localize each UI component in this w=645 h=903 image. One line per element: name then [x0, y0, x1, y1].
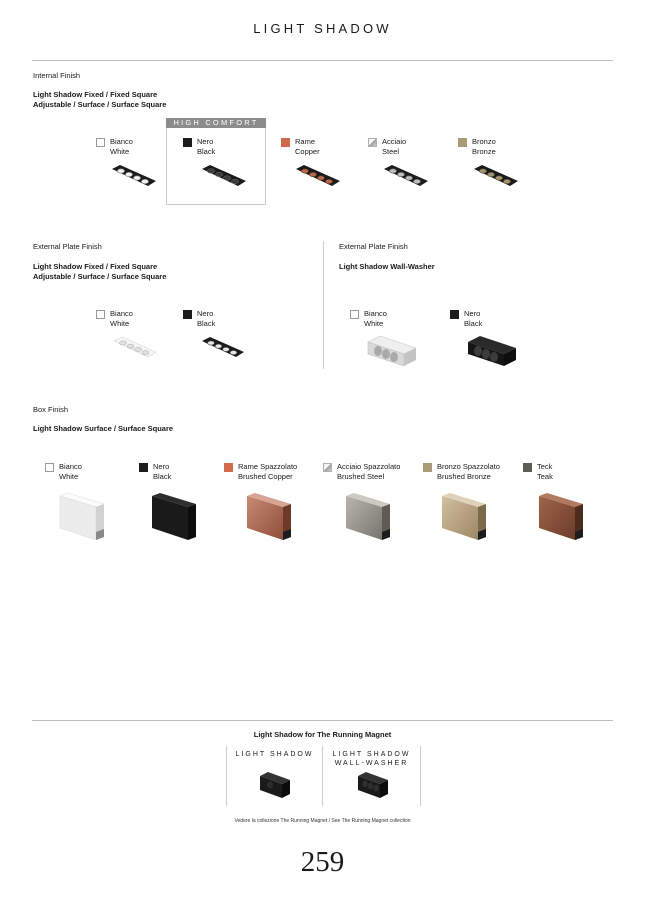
teak-swatch	[523, 463, 532, 472]
product-black-plate-image	[200, 335, 246, 359]
box-black-en: Black	[153, 471, 172, 481]
box-white-en: White	[59, 471, 79, 481]
bronze-swatch	[458, 138, 467, 147]
ext-left-finish-white	[96, 309, 133, 328]
ext-left-white-en: White	[110, 318, 130, 328]
ext-left-white-it: Bianco	[110, 309, 133, 318]
ext-right-finish-black	[450, 309, 482, 328]
box-teak-image	[537, 492, 585, 544]
box-steel-it: Acciaio Spazzolato	[337, 462, 401, 471]
white-swatch	[350, 310, 359, 319]
box-product-line1: Light Shadow Surface / Surface Square	[33, 424, 174, 433]
box-teak-en: Teak	[537, 471, 553, 481]
finish-bronze-en: Bronze	[472, 146, 496, 156]
magnet-collection-note: Vedere la collezione The Running Magnet / See The Running Magnet collection	[234, 818, 411, 824]
box-copper-it: Rame Spazzolato	[238, 462, 298, 471]
external-left-product-line1: Light Shadow Fixed / Fixed Square	[33, 262, 158, 271]
ext-left-black-it: Nero	[197, 309, 214, 318]
magnet-divider-right	[420, 746, 421, 806]
product-bronze-internal-image	[472, 163, 520, 189]
white-swatch	[96, 310, 105, 319]
product-white-internal-image	[110, 163, 158, 189]
internal-product-line2: Adjustable / Surface / Surface Square	[33, 99, 167, 109]
finish-steel	[368, 137, 406, 156]
finish-copper-en: Copper	[295, 146, 320, 156]
finish-bronze	[458, 137, 496, 156]
finish-steel-it: Acciaio	[382, 137, 407, 146]
finish-white-it: Bianco	[110, 137, 133, 146]
box-black-it: Nero	[153, 462, 170, 471]
magnet-wallwasher-image	[354, 770, 390, 802]
finish-white	[96, 137, 133, 156]
box-steel-en: Brushed Steel	[337, 471, 385, 481]
ext-right-black-it: Nero	[464, 309, 481, 318]
box-finish-label: Box Finish	[33, 405, 69, 414]
product-black-internal-image	[200, 163, 248, 189]
product-steel-internal-image	[382, 163, 430, 189]
ext-right-white-it: Bianco	[364, 309, 387, 318]
box-white-it: Bianco	[59, 462, 82, 471]
product-white-plate-image	[112, 335, 158, 359]
magnet-title: Light Shadow for The Running Magnet	[253, 730, 392, 739]
copper-swatch	[224, 463, 233, 472]
product-copper-internal-image	[294, 163, 342, 189]
box-steel-image	[344, 492, 392, 544]
external-right-product-line1: Light Shadow Wall-Washer	[339, 262, 435, 271]
finish-steel-en: Steel	[382, 146, 400, 156]
box-copper-image	[245, 492, 293, 544]
high-comfort-box	[166, 118, 266, 205]
finish-bronze-it: Bronzo	[472, 137, 496, 146]
internal-product-line1: Light Shadow Fixed / Fixed Square	[33, 90, 158, 99]
box-white-image	[58, 492, 106, 544]
ext-left-finish-black	[183, 309, 215, 328]
box-finish-copper	[224, 462, 297, 481]
black-swatch	[183, 310, 192, 319]
external-right-label: External Plate Finish	[339, 242, 408, 251]
steel-swatch	[368, 138, 377, 147]
box-bronze-en: Brushed Bronze	[437, 471, 491, 481]
ext-right-white-en: White	[364, 318, 384, 328]
white-swatch	[96, 138, 105, 147]
box-bronze-it: Bronzo Spazzolato	[437, 462, 500, 471]
external-left-product-line2: Adjustable / Surface / Surface Square	[33, 271, 167, 281]
finish-copper	[281, 137, 320, 156]
magnet-col1-label: LIGHT SHADOW	[235, 751, 314, 758]
box-teak-it: Teck	[537, 462, 553, 471]
copper-swatch	[281, 138, 290, 147]
box-finish-bronze	[423, 462, 500, 481]
ext-left-black-en: Black	[197, 318, 216, 328]
product-white-wallwasher-image	[366, 334, 418, 368]
box-finish-teak	[523, 462, 553, 481]
external-left-label: External Plate Finish	[33, 242, 102, 251]
box-copper-en: Brushed Copper	[238, 471, 293, 481]
finish-black-it: Nero	[197, 137, 214, 146]
black-swatch	[450, 310, 459, 319]
box-finish-white	[45, 462, 82, 481]
black-swatch	[183, 138, 192, 147]
magnet-col2-label-line2: WALL-WASHER	[334, 760, 409, 767]
page-number: 259	[300, 846, 345, 878]
external-divider	[323, 241, 324, 369]
magnet-light-shadow-image	[256, 770, 292, 802]
finish-copper-it: Rame	[295, 137, 316, 146]
high-comfort-badge: HIGH COMFORT	[166, 118, 266, 128]
bronze-swatch	[423, 463, 432, 472]
box-finish-steel	[323, 462, 400, 481]
ext-right-black-en: Black	[464, 318, 483, 328]
header-divider	[32, 60, 613, 61]
magnet-col2-label-line1: LIGHT SHADOW	[332, 751, 411, 758]
finish-black	[183, 137, 215, 156]
steel-swatch	[323, 463, 332, 472]
white-swatch	[45, 463, 54, 472]
finish-white-en: White	[110, 146, 130, 156]
page-title: LIGHT SHADOW	[253, 21, 392, 36]
ext-right-finish-white	[350, 309, 387, 328]
box-finish-black	[139, 462, 171, 481]
finish-black-en: Black	[197, 146, 216, 156]
internal-finish-label: Internal Finish	[33, 71, 81, 80]
product-black-wallwasher-image	[466, 334, 518, 368]
box-black-image	[150, 492, 198, 544]
box-bronze-image	[440, 492, 488, 544]
black-swatch	[139, 463, 148, 472]
magnet-divider	[32, 720, 613, 721]
